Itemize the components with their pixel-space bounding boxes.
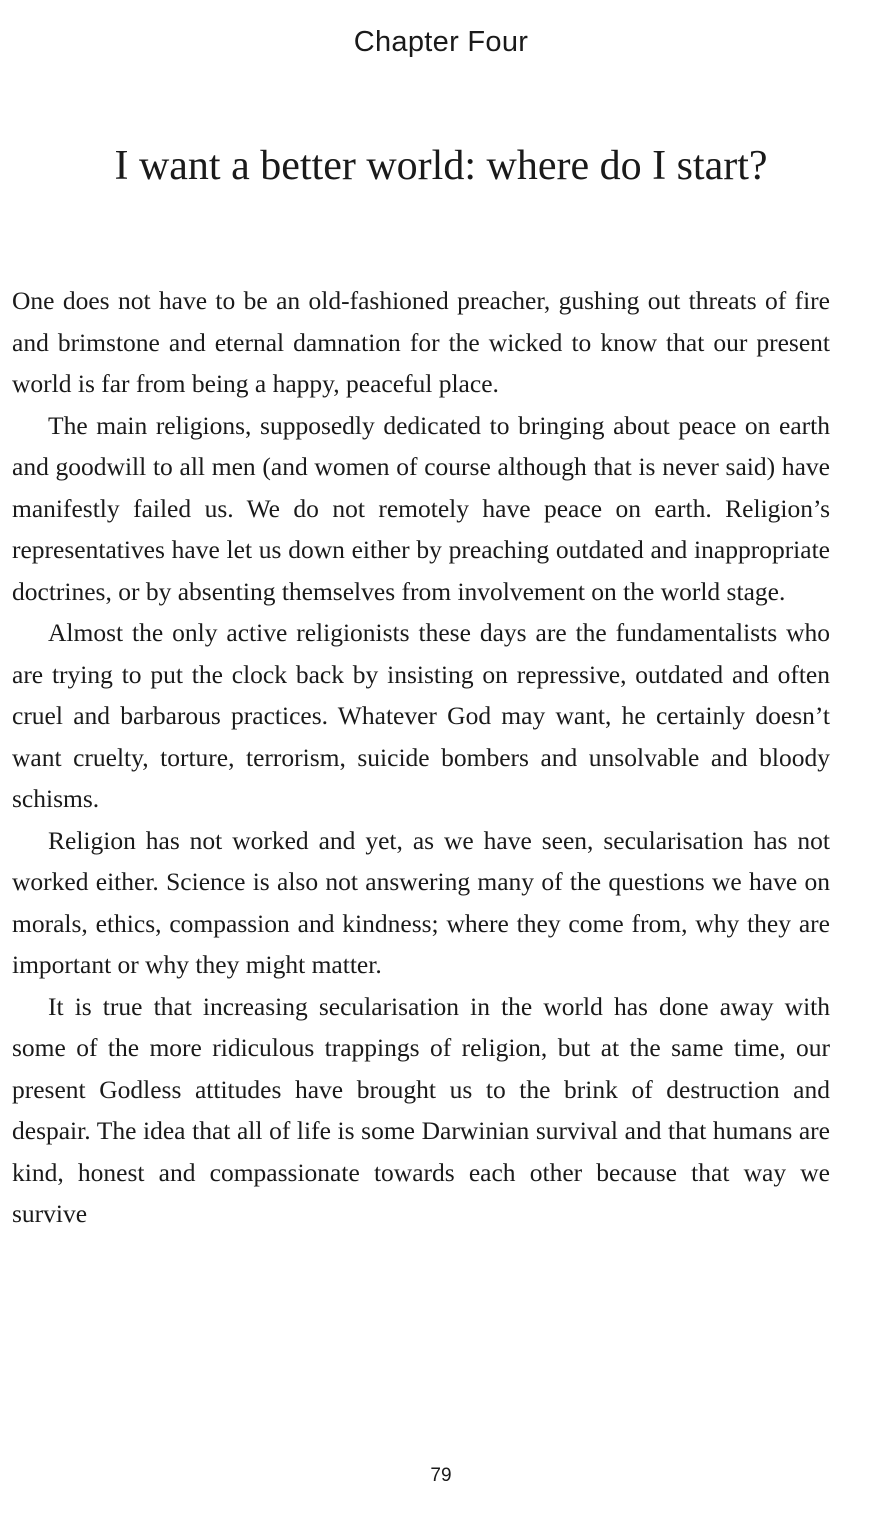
paragraph-1: One does not have to be an old-fashioned preacher, gushing out threats of fire and brimstone and eternal damnation for the wicked to know that our present world is far from being a happy, peaceful place.	[12, 286, 830, 398]
body-text	[12, 280, 830, 1235]
page-number: 79	[430, 1465, 452, 1486]
paragraph-4: Religion has not worked and yet, as we have seen, secularisation has not worked either. Science is also not answering many of the questions we have on morals, ethics, compassion and kindness; where they come from, why they are important or why they might matter.	[12, 825, 830, 979]
chapter-title: I want a better world: where do I start?	[114, 143, 768, 189]
chapter-label: Chapter Four	[353, 26, 529, 58]
paragraph-5: It is true that increasing secularisation in the world has done away with some of the more ridiculous trappings of religion, but at the same time, our present Godless attitudes have brought us to the brink of destruction and despair. The idea that all of life is some Darwinian survival and that humans are kind, honest and compassionate towards each other because that way we survive	[12, 991, 830, 1228]
paragraph-3: Almost the only active religionists these days are the fundamentalists who are trying to put the clock back by insisting on repressive, outdated and often cruel and barbarous practices. Whatever God may want, he certainly doesn’t want cruelty, torture, terrorism, suicide bombers and unsolvable and bloody schisms.	[12, 618, 830, 813]
paragraph-2: The main religions, supposedly dedicated to bringing about peace on earth and goodwill to all men (and women of course although that is never said) have manifestly failed us. We do not remotely have peace on earth. Religion’s representatives have let us down either by preaching outdated and inappropriate doctrines, or by absenting themselves from involvement on the world stage.	[12, 410, 830, 606]
